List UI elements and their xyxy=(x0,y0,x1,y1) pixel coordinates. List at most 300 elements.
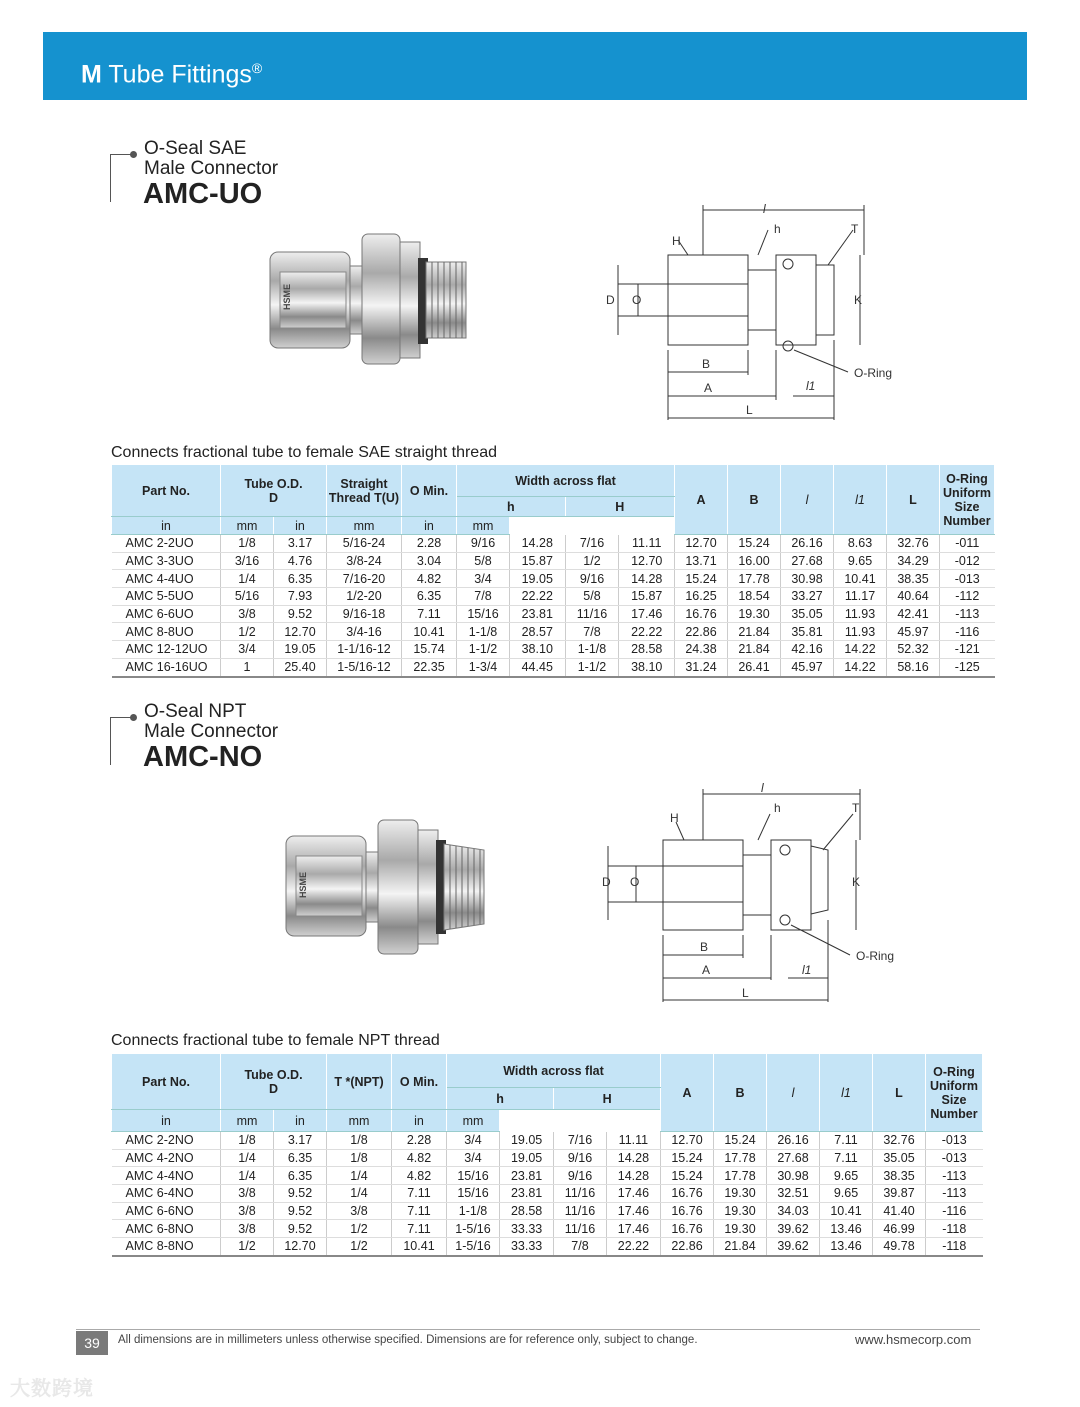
table-cell: 9/16 xyxy=(457,535,510,553)
table-cell: 1/8 xyxy=(327,1132,392,1150)
section-subtitle: O-Seal SAE Male Connector xyxy=(144,138,279,179)
table-row xyxy=(112,1149,983,1167)
svg-text:O-Ring: O-Ring xyxy=(854,366,893,380)
table-cell: 15.87 xyxy=(619,588,675,606)
table-cell: 4.82 xyxy=(392,1149,447,1167)
table-cell: 15/16 xyxy=(457,605,510,623)
table-cell: 1-1/2 xyxy=(457,641,510,659)
table-cell: 13.46 xyxy=(820,1238,873,1256)
table-cell: 10.41 xyxy=(402,623,457,641)
col-a: A xyxy=(675,465,728,535)
table-row xyxy=(112,658,995,676)
col-o-min: O Min. xyxy=(402,465,457,517)
table-cell: 5/16 xyxy=(221,588,274,606)
table-row xyxy=(112,641,995,659)
table-cell: 11.11 xyxy=(606,1132,660,1150)
svg-text:l: l xyxy=(761,781,764,795)
part-number-cell: AMC 4-2NO xyxy=(112,1149,221,1167)
table-cell: 1/8 xyxy=(221,1132,274,1150)
table-cell: 1/2-20 xyxy=(327,588,402,606)
table-cell: 1/2 xyxy=(221,623,274,641)
dimension-diagram-uo xyxy=(598,200,918,420)
table-cell: 41.40 xyxy=(873,1202,926,1220)
table-cell: 38.10 xyxy=(510,641,566,659)
svg-text:K: K xyxy=(854,293,863,307)
table-cell: -012 xyxy=(940,552,995,570)
table-cell: -118 xyxy=(926,1220,983,1238)
table-cell: 34.03 xyxy=(767,1202,820,1220)
table-cell: 7/16-20 xyxy=(327,570,402,588)
table-cell: 21.84 xyxy=(728,623,781,641)
table-cell: 1/2 xyxy=(327,1220,392,1238)
table-cell: 38.10 xyxy=(619,658,675,676)
svg-text:K: K xyxy=(852,875,861,889)
table-cell: -116 xyxy=(940,623,995,641)
table-cell: 1-5/16 xyxy=(447,1238,500,1256)
table-cell: 15.87 xyxy=(510,552,566,570)
table-cell: 15.24 xyxy=(675,570,728,588)
table-cell: 13.46 xyxy=(820,1220,873,1238)
table-cell: 3/8 xyxy=(221,1185,274,1203)
table-cell: 35.05 xyxy=(873,1149,926,1167)
product-code: AMC-UO xyxy=(143,178,263,210)
col-a: A xyxy=(661,1054,714,1132)
table-cell: -113 xyxy=(940,605,995,623)
table-cell: 1-5/16-12 xyxy=(327,658,402,676)
table-cell: 22.22 xyxy=(606,1238,660,1256)
page-title: M Tube Fittings® xyxy=(81,60,263,89)
table-cell: 9.52 xyxy=(274,1185,327,1203)
table-caption-no: Connects fractional tube to female NPT thread xyxy=(111,1032,440,1049)
svg-text:B: B xyxy=(702,357,711,371)
table-cell: 3.17 xyxy=(274,535,327,553)
table-cell: 33.27 xyxy=(781,588,834,606)
table-cell: 7.93 xyxy=(274,588,327,606)
table-cell: 9/16 xyxy=(565,570,619,588)
spec-table-uo: Part No. Tube O.D. D Straight Thread T(U) O Min. Width across flat A B l l1 L O-Ring Uniform Size Number h H in mm in mm in mm AMC 2-2UO 1/8 3.17 5/16-24 2.28 9/16 14.28 7/16 11.11 12.70 15.24 26.16 8.63 32.76 -011 AMC 3-3UO 3/16 4.76 3/8-24 3.04 5/8 15.87 1/2 12.70 13.71 16.00 27.68 9.65 34.29 -012 AMC 4-4UO 1/4 6.35 7/16-20 4.82 3/4 19.05 9/16 14.28 15.24 17.78 30.98 10.41 38.35 -013 AMC 5-5UO 5/16 7.93 1/2-20 6.35 7/8 22.22 5/8 15.87 16.25 18.54 33.27 11.17 40.64 -112 AMC 6-6UO 3/8 9.52 9/16-18 7.11 15/16 23.81 11/16 17.46 16.76 19.30 35.05 11.93 42.41 -113 AMC 8-8UO 1/2 12.70 3/4-16 10.41 1-1/8 28.57 7/8 22.22 22.86 21.84 35.81 11.93 45.97 -116 AMC 12-12UO 3/4 19.05 1-1/16-12 15.74 1-1/2 38.10 1-1/8 28.58 24.38 21.84 42.16 14.22 52.32 -121 AMC 16-16UO 1 25.40 1-5/16-12 22.35 1-3/4 44.45 1-1/2 38.10 31.24 26.41 45.97 14.22 58.16 -125 xyxy=(111,464,995,678)
table-cell: 9.65 xyxy=(820,1185,873,1203)
table-cell: 9.52 xyxy=(274,605,327,623)
part-number-cell: AMC 6-4NO xyxy=(112,1185,221,1203)
table-cell: 5/8 xyxy=(565,588,619,606)
table-cell: 15.74 xyxy=(402,641,457,659)
part-number-cell: AMC 8-8NO xyxy=(112,1238,221,1256)
svg-text:h: h xyxy=(774,222,781,236)
table-cell: 22.86 xyxy=(675,623,728,641)
table-cell: 2.28 xyxy=(402,535,457,553)
col-L: L xyxy=(887,465,940,535)
table-cell: 3/8-24 xyxy=(327,552,402,570)
part-number-cell: AMC 2-2UO xyxy=(112,535,221,553)
svg-text:L: L xyxy=(746,403,753,417)
part-number-cell: AMC 4-4NO xyxy=(112,1167,221,1185)
table-cell: 19.30 xyxy=(714,1220,767,1238)
table-cell: 7/16 xyxy=(565,535,619,553)
table-row xyxy=(112,1132,983,1150)
table-cell: 3/16 xyxy=(221,552,274,570)
col-width-across-flat: Width across flat xyxy=(457,465,675,497)
table-cell: 15.24 xyxy=(728,535,781,553)
table-cell: -113 xyxy=(926,1167,983,1185)
svg-text:l: l xyxy=(763,202,766,216)
svg-text:H: H xyxy=(670,811,679,825)
col-tube-od: Tube O.D. D xyxy=(221,1054,327,1110)
table-cell: 14.22 xyxy=(834,641,887,659)
part-number-cell: AMC 5-5UO xyxy=(112,588,221,606)
table-cell: 3/8 xyxy=(221,1220,274,1238)
table-cell: 15/16 xyxy=(447,1185,500,1203)
table-cell: 19.05 xyxy=(510,570,566,588)
table-cell: 7.11 xyxy=(392,1202,447,1220)
table-cell: 7/8 xyxy=(554,1238,607,1256)
section-subtitle: O-Seal NPT Male Connector xyxy=(144,701,279,742)
table-cell: 11/16 xyxy=(554,1185,607,1203)
table-cell: 17.46 xyxy=(619,605,675,623)
table-row xyxy=(112,1167,983,1185)
table-cell: 10.41 xyxy=(820,1202,873,1220)
table-cell: 12.70 xyxy=(675,535,728,553)
table-cell: 9.65 xyxy=(820,1167,873,1185)
table-cell: 16.76 xyxy=(661,1185,714,1203)
table-cell: 1-1/8 xyxy=(457,623,510,641)
svg-text:l1: l1 xyxy=(802,963,812,977)
col-l1: l1 xyxy=(834,465,887,535)
svg-text:T: T xyxy=(852,801,860,815)
table-cell: 14.28 xyxy=(606,1167,660,1185)
col-thread: Straight Thread T(U) xyxy=(327,465,402,517)
table-row xyxy=(112,535,995,553)
table-cell: 26.41 xyxy=(728,658,781,676)
table-cell: 10.41 xyxy=(834,570,887,588)
table-cell: 33.33 xyxy=(500,1220,554,1238)
table-cell: 16.76 xyxy=(661,1220,714,1238)
table-cell: 19.30 xyxy=(728,605,781,623)
spec-table-no: Part No. Tube O.D. D T *(NPT) O Min. Width across flat A B l l1 L O-Ring Uniform Size Number h H in mm in mm in mm AMC 2-2NO 1/8 3.17 1/8 2.28 3/4 19.05 7/16 11.11 12.70 15.24 26.16 7.11 32.76 -013 AMC 4-2NO 1/4 6.35 1/8 4.82 3/4 19.05 9/16 14.28 15.24 17.78 27.68 7.11 35.05 -013 AMC 4-4NO 1/4 6.35 1/4 4.82 15/16 23.81 9/16 14.28 15.24 17.78 30.98 9.65 38.35 -113 AMC 6-4NO 3/8 9.52 1/4 7.11 15/16 23.81 11/16 17.46 16.76 19.30 32.51 9.65 39.87 -113 AMC 6-6NO 3/8 9.52 3/8 7.11 1-1/8 28.58 11/16 17.46 16.76 19.30 34.03 10.41 41.40 -116 AMC 6-8NO 3/8 9.52 1/2 7.11 1-5/16 33.33 11/16 17.46 16.76 19.30 39.62 13.46 46.99 -118 AMC 8-8NO 1/2 12.70 1/2 10.41 1-5/16 33.33 7/8 22.22 22.86 21.84 39.62 13.46 49.78 -118 xyxy=(111,1053,983,1257)
table-cell: 11.11 xyxy=(619,535,675,553)
table-cell: 22.22 xyxy=(510,588,566,606)
table-cell: 14.28 xyxy=(606,1149,660,1167)
part-number-cell: AMC 4-4UO xyxy=(112,570,221,588)
col-l: l xyxy=(767,1054,820,1132)
col-L: L xyxy=(873,1054,926,1132)
table-cell: 19.30 xyxy=(714,1185,767,1203)
table-cell: 1/2 xyxy=(221,1238,274,1256)
table-cell: 6.35 xyxy=(274,570,327,588)
table-cell: 1/2 xyxy=(327,1238,392,1256)
svg-text:B: B xyxy=(700,940,709,954)
part-number-cell: AMC 3-3UO xyxy=(112,552,221,570)
table-cell: 22.35 xyxy=(402,658,457,676)
svg-text:A: A xyxy=(702,963,711,977)
svg-text:D: D xyxy=(602,875,611,889)
table-cell: 32.51 xyxy=(767,1185,820,1203)
table-row xyxy=(112,1185,983,1203)
table-cell: 19.30 xyxy=(714,1202,767,1220)
table-cell: 7.11 xyxy=(392,1185,447,1203)
svg-text:A: A xyxy=(704,381,713,395)
table-cell: 26.16 xyxy=(781,535,834,553)
table-cell: 17.78 xyxy=(728,570,781,588)
table-cell: 28.58 xyxy=(500,1202,554,1220)
table-cell: 1/4 xyxy=(327,1185,392,1203)
table-cell: 1-1/16-12 xyxy=(327,641,402,659)
table-cell: 19.05 xyxy=(500,1149,554,1167)
table-cell: -125 xyxy=(940,658,995,676)
table-cell: 1 xyxy=(221,658,274,676)
table-cell: 9/16-18 xyxy=(327,605,402,623)
table-cell: 35.05 xyxy=(781,605,834,623)
table-cell: 1-5/16 xyxy=(447,1220,500,1238)
col-h-small: h xyxy=(447,1088,554,1110)
table-cell: 38.35 xyxy=(873,1167,926,1185)
table-cell: -113 xyxy=(926,1185,983,1203)
table-caption-uo: Connects fractional tube to female SAE straight thread xyxy=(111,444,497,461)
table-cell: 7.11 xyxy=(820,1149,873,1167)
part-number-cell: AMC 12-12UO xyxy=(112,641,221,659)
table-cell: 5/16-24 xyxy=(327,535,402,553)
table-cell: 7/8 xyxy=(565,623,619,641)
header-banner xyxy=(43,32,1027,100)
table-cell: 27.68 xyxy=(767,1149,820,1167)
col-b: B xyxy=(714,1054,767,1132)
table-cell: 34.29 xyxy=(887,552,940,570)
part-number-cell: AMC 2-2NO xyxy=(112,1132,221,1150)
table-cell: 3/8 xyxy=(221,605,274,623)
table-cell: 30.98 xyxy=(781,570,834,588)
table-cell: 24.38 xyxy=(675,641,728,659)
table-cell: 12.70 xyxy=(274,623,327,641)
table-cell: 3/4 xyxy=(447,1132,500,1150)
table-cell: 22.86 xyxy=(661,1238,714,1256)
table-cell: 1/2 xyxy=(565,552,619,570)
table-cell: 45.97 xyxy=(887,623,940,641)
table-cell: 2.28 xyxy=(392,1132,447,1150)
table-cell: 39.87 xyxy=(873,1185,926,1203)
footer-rule xyxy=(76,1329,980,1330)
table-cell: 16.76 xyxy=(675,605,728,623)
table-cell: 32.76 xyxy=(887,535,940,553)
svg-text:HSME: HSME xyxy=(298,871,308,898)
table-cell: 32.76 xyxy=(873,1132,926,1150)
table-cell: 39.62 xyxy=(767,1238,820,1256)
table-cell: -118 xyxy=(926,1238,983,1256)
table-row xyxy=(112,1202,983,1220)
table-cell: 3.04 xyxy=(402,552,457,570)
table-cell: 3/4 xyxy=(457,570,510,588)
product-photo-no xyxy=(278,812,488,962)
table-cell: 18.54 xyxy=(728,588,781,606)
table-cell: 8.63 xyxy=(834,535,887,553)
table-cell: 27.68 xyxy=(781,552,834,570)
part-number-cell: AMC 16-16UO xyxy=(112,658,221,676)
table-cell: 3/4 xyxy=(447,1149,500,1167)
table-cell: 11/16 xyxy=(554,1220,607,1238)
svg-text:L: L xyxy=(742,986,749,1000)
table-cell: 9/16 xyxy=(554,1149,607,1167)
svg-text:H: H xyxy=(672,234,681,248)
table-cell: 17.46 xyxy=(606,1185,660,1203)
col-part-no: Part No. xyxy=(112,465,221,517)
table-row xyxy=(112,552,995,570)
table-cell: 1/4 xyxy=(327,1167,392,1185)
table-cell: 11.93 xyxy=(834,623,887,641)
watermark: 大数跨境 xyxy=(10,1378,94,1400)
col-l1: l1 xyxy=(820,1054,873,1132)
footer-url[interactable]: www.hsmecorp.com xyxy=(855,1332,972,1347)
table-cell: 4.76 xyxy=(274,552,327,570)
table-cell: 1/4 xyxy=(221,570,274,588)
table-cell: 3/4-16 xyxy=(327,623,402,641)
table-cell: 35.81 xyxy=(781,623,834,641)
col-width-across-flat: Width across flat xyxy=(447,1054,661,1088)
table-cell: 1-1/8 xyxy=(447,1202,500,1220)
table-cell: 7.11 xyxy=(402,605,457,623)
table-cell: 7/16 xyxy=(554,1132,607,1150)
table-cell: 15.24 xyxy=(661,1167,714,1185)
table-cell: 1/4 xyxy=(221,1149,274,1167)
table-cell: 42.16 xyxy=(781,641,834,659)
table-row xyxy=(112,570,995,588)
svg-text:l1: l1 xyxy=(806,379,816,393)
table-cell: 16.25 xyxy=(675,588,728,606)
table-cell: 6.35 xyxy=(402,588,457,606)
table-cell: 28.58 xyxy=(619,641,675,659)
table-cell: 3.17 xyxy=(274,1132,327,1150)
dimension-diagram-no xyxy=(598,780,918,1005)
col-o-min: O Min. xyxy=(392,1054,447,1110)
svg-text:O-Ring: O-Ring xyxy=(856,949,895,963)
table-cell: -011 xyxy=(940,535,995,553)
part-number-cell: AMC 6-6UO xyxy=(112,605,221,623)
col-part-no: Part No. xyxy=(112,1054,221,1110)
table-cell: 39.62 xyxy=(767,1220,820,1238)
col-h-big: H xyxy=(565,497,674,517)
table-row xyxy=(112,623,995,641)
svg-text:D: D xyxy=(606,293,615,307)
table-cell: 11/16 xyxy=(565,605,619,623)
table-cell: -013 xyxy=(940,570,995,588)
table-cell: 3/8 xyxy=(221,1202,274,1220)
col-oring: O-Ring Uniform Size Number xyxy=(940,465,995,535)
svg-text:T: T xyxy=(851,222,859,236)
table-cell: 7.11 xyxy=(820,1132,873,1150)
table-cell: 44.45 xyxy=(510,658,566,676)
page-number: 39 xyxy=(76,1331,108,1355)
table-cell: 23.81 xyxy=(500,1167,554,1185)
col-l: l xyxy=(781,465,834,535)
table-cell: -116 xyxy=(926,1202,983,1220)
table-cell: 17.78 xyxy=(714,1149,767,1167)
table-cell: 49.78 xyxy=(873,1238,926,1256)
table-cell: 1/4 xyxy=(221,1167,274,1185)
table-row xyxy=(112,588,995,606)
table-row xyxy=(112,605,995,623)
table-cell: 1/8 xyxy=(327,1149,392,1167)
table-cell: 46.99 xyxy=(873,1220,926,1238)
table-cell: 11.93 xyxy=(834,605,887,623)
table-cell: 21.84 xyxy=(728,641,781,659)
table-cell: 58.16 xyxy=(887,658,940,676)
table-cell: 15/16 xyxy=(447,1167,500,1185)
table-cell: 1-1/8 xyxy=(565,641,619,659)
table-cell: 7.11 xyxy=(392,1220,447,1238)
table-cell: 21.84 xyxy=(714,1238,767,1256)
svg-text:HSME: HSME xyxy=(282,283,292,310)
table-cell: 19.05 xyxy=(274,641,327,659)
table-cell: 3/4 xyxy=(221,641,274,659)
col-h-small: h xyxy=(457,497,566,517)
col-tube-od: Tube O.D. D xyxy=(221,465,327,517)
table-cell: 14.22 xyxy=(834,658,887,676)
table-cell: 11/16 xyxy=(554,1202,607,1220)
table-cell: 12.70 xyxy=(619,552,675,570)
table-cell: 22.22 xyxy=(619,623,675,641)
table-cell: 3/8 xyxy=(327,1202,392,1220)
table-cell: -013 xyxy=(926,1149,983,1167)
product-photo-uo xyxy=(262,228,472,368)
table-cell: 4.82 xyxy=(402,570,457,588)
table-cell: 25.40 xyxy=(274,658,327,676)
table-cell: 6.35 xyxy=(274,1167,327,1185)
part-number-cell: AMC 6-8NO xyxy=(112,1220,221,1238)
table-cell: 16.00 xyxy=(728,552,781,570)
table-cell: 6.35 xyxy=(274,1149,327,1167)
footer-note: All dimensions are in millimeters unless otherwise specified. Dimensions are for reference only, subject to change. xyxy=(118,1334,698,1346)
table-cell: 31.24 xyxy=(675,658,728,676)
table-cell: 9.52 xyxy=(274,1202,327,1220)
table-cell: 42.41 xyxy=(887,605,940,623)
table-cell: 16.76 xyxy=(661,1202,714,1220)
table-cell: 1-3/4 xyxy=(457,658,510,676)
table-cell: 14.28 xyxy=(510,535,566,553)
col-h-big: H xyxy=(554,1088,661,1110)
table-cell: 7/8 xyxy=(457,588,510,606)
table-cell: 45.97 xyxy=(781,658,834,676)
table-cell: 26.16 xyxy=(767,1132,820,1150)
table-cell: -121 xyxy=(940,641,995,659)
table-cell: 12.70 xyxy=(274,1238,327,1256)
table-cell: 11.17 xyxy=(834,588,887,606)
table-cell: 1/8 xyxy=(221,535,274,553)
table-row xyxy=(112,1238,983,1256)
product-code: AMC-NO xyxy=(143,741,263,773)
table-cell: 17.78 xyxy=(714,1167,767,1185)
table-cell: 13.71 xyxy=(675,552,728,570)
table-cell: 9.52 xyxy=(274,1220,327,1238)
table-cell: 9/16 xyxy=(554,1167,607,1185)
table-cell: 38.35 xyxy=(887,570,940,588)
table-cell: 19.05 xyxy=(500,1132,554,1150)
table-cell: 28.57 xyxy=(510,623,566,641)
table-row xyxy=(112,1220,983,1238)
table-cell: 17.46 xyxy=(606,1220,660,1238)
col-b: B xyxy=(728,465,781,535)
table-cell: 12.70 xyxy=(661,1132,714,1150)
table-cell: 15.24 xyxy=(714,1132,767,1150)
table-cell: 10.41 xyxy=(392,1238,447,1256)
table-cell: 30.98 xyxy=(767,1167,820,1185)
svg-text:h: h xyxy=(774,801,781,815)
table-cell: 15.24 xyxy=(661,1149,714,1167)
svg-text:O: O xyxy=(630,875,640,889)
table-cell: 23.81 xyxy=(510,605,566,623)
table-cell: 4.82 xyxy=(392,1167,447,1185)
table-cell: -013 xyxy=(926,1132,983,1150)
table-cell: 14.28 xyxy=(619,570,675,588)
table-cell: 5/8 xyxy=(457,552,510,570)
table-cell: 33.33 xyxy=(500,1238,554,1256)
part-number-cell: AMC 8-8UO xyxy=(112,623,221,641)
